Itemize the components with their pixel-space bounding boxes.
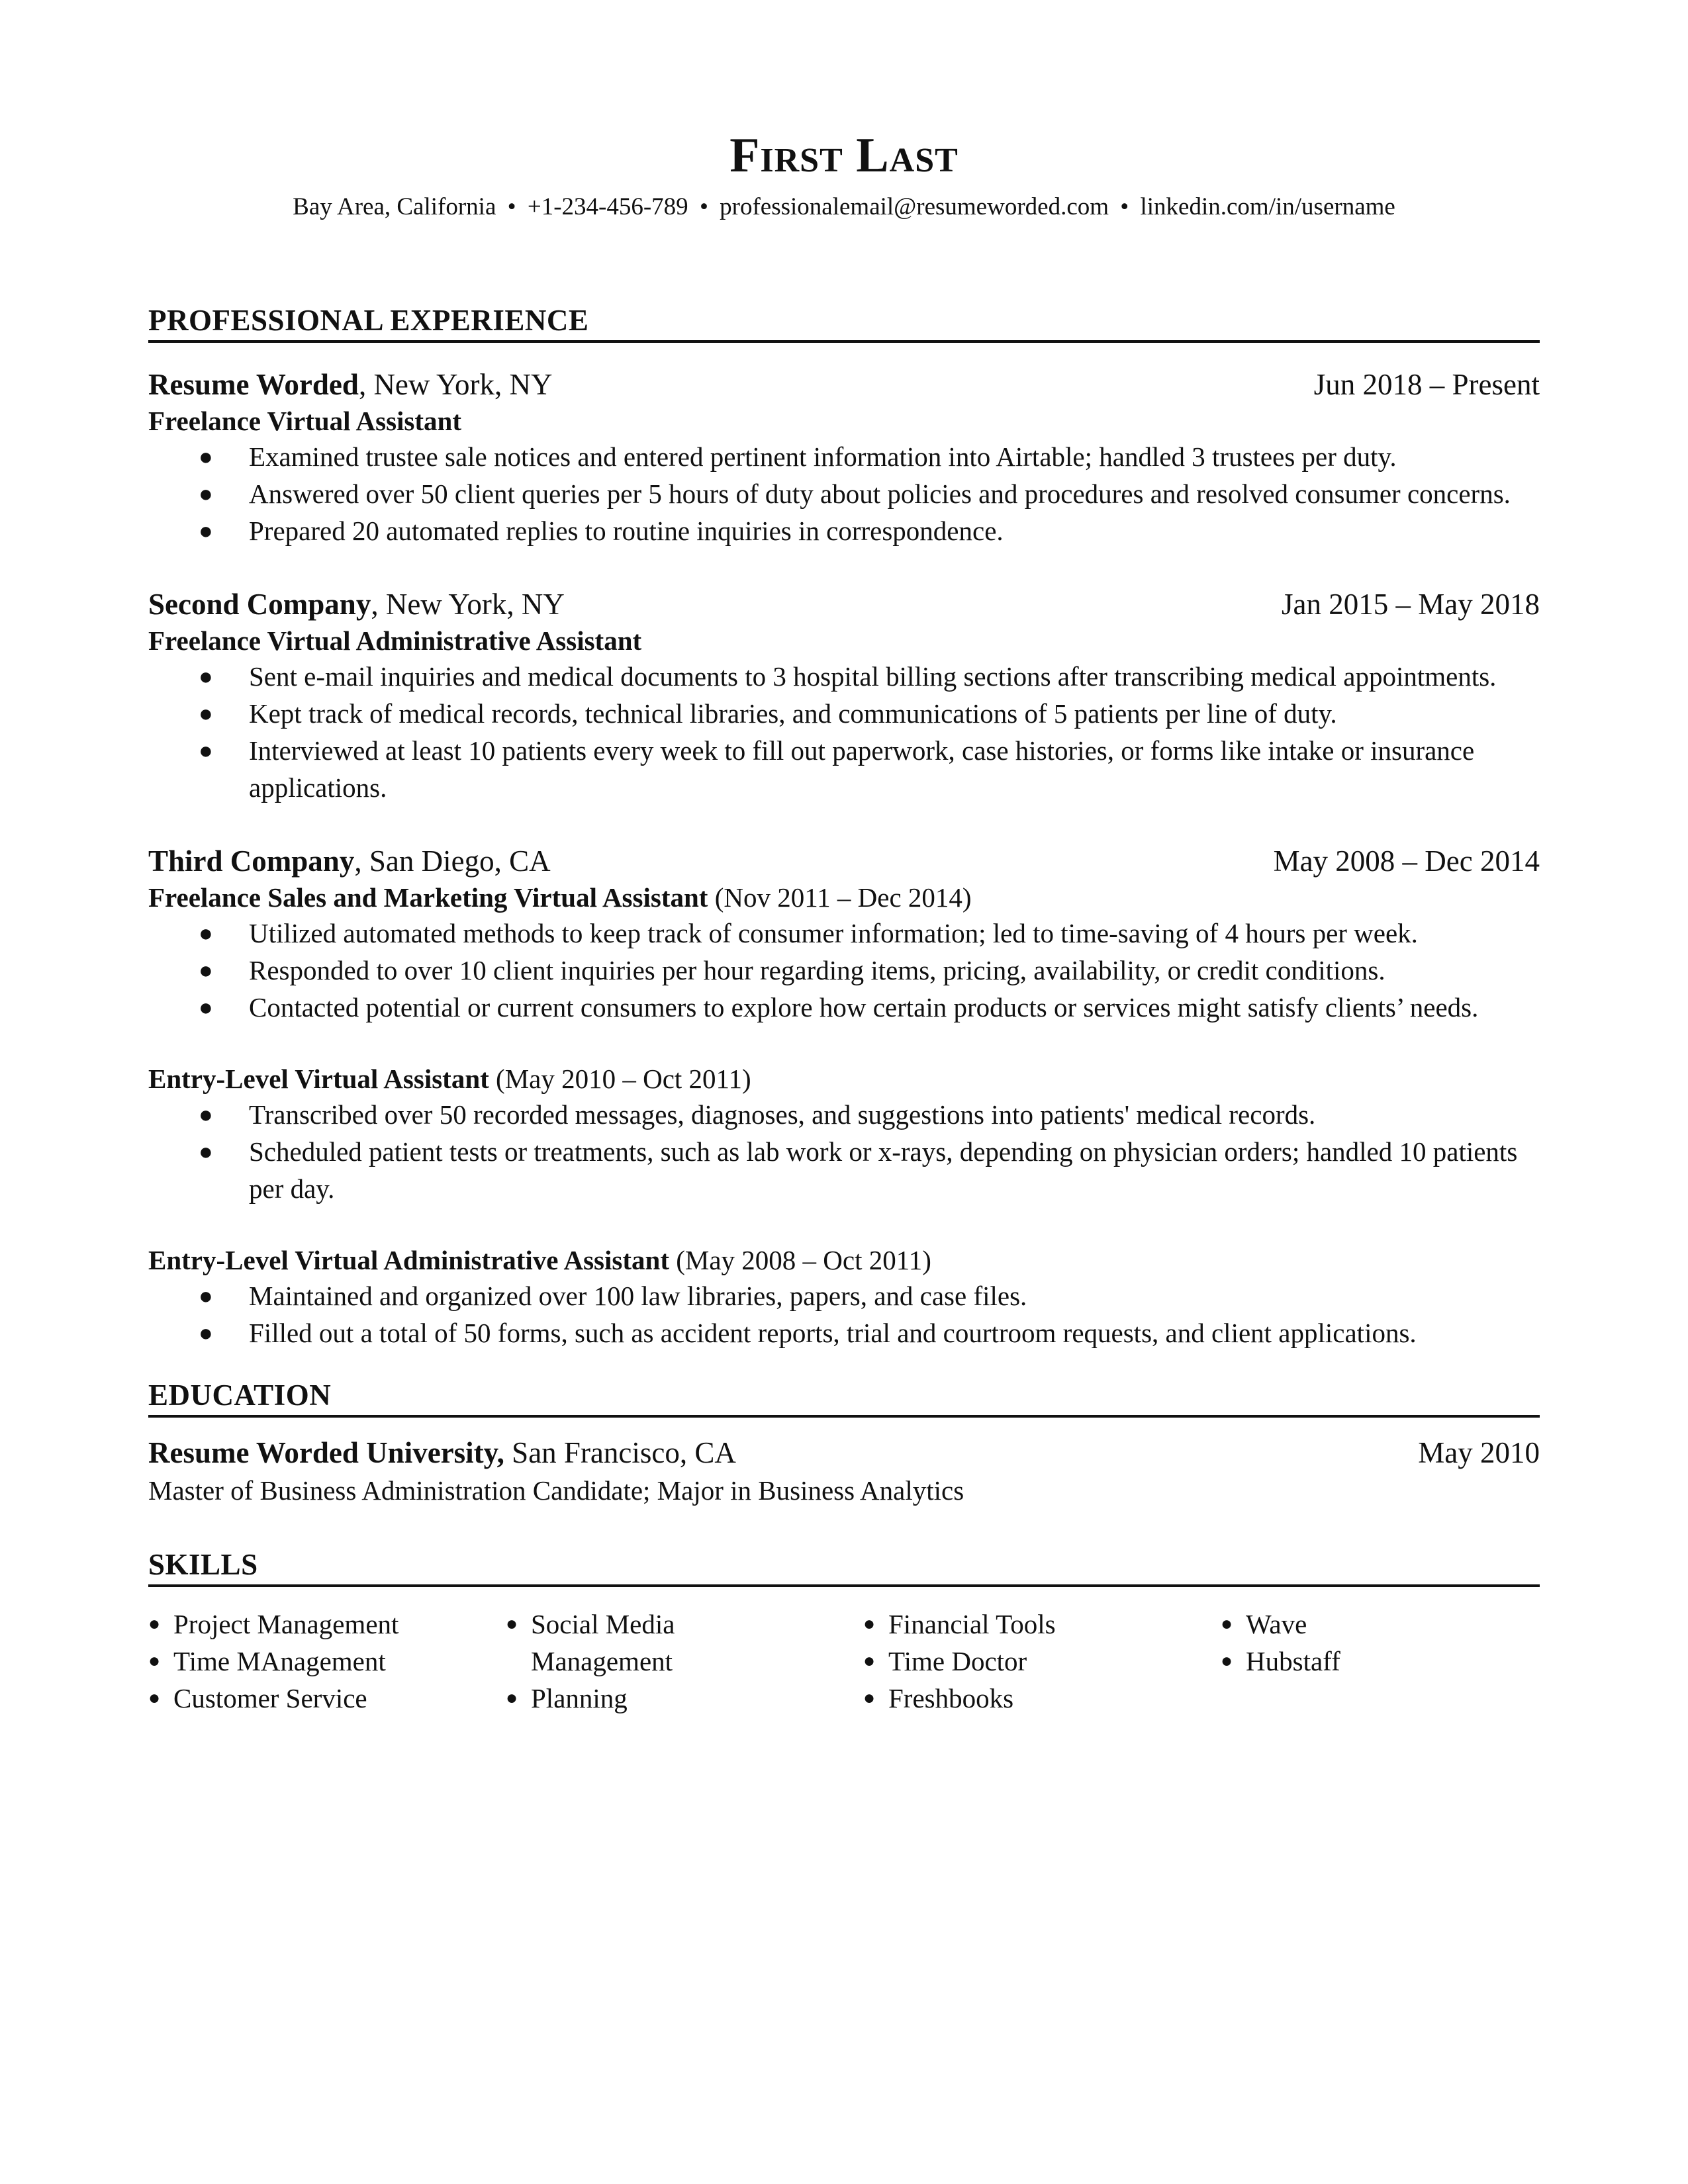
contact-email: professionalemail@resumeworded.com — [720, 193, 1109, 220]
sub-role-bullets — [148, 1277, 1540, 1351]
bullet-item — [148, 989, 1540, 1026]
bullet-icon: ● — [1221, 1650, 1233, 1672]
bullet-text: Maintained and organized over 100 law libraries, papers, and case files. — [249, 1281, 1027, 1311]
bullet-icon: ● — [506, 1613, 518, 1635]
job-role: Freelance Virtual Administrative Assistant — [148, 625, 642, 656]
sub-role-bullets — [148, 1096, 1540, 1207]
bullet-item — [148, 1133, 1540, 1207]
sub-role-entry — [148, 1062, 1540, 1207]
bullet-text: Answered over 50 client queries per 5 hours of duty about policies and procedures and resolved consumer concerns. — [249, 478, 1511, 509]
school-name: Resume Worded University, — [148, 1436, 504, 1469]
sub-role-dates: (May 2010 – Oct 2011) — [489, 1064, 751, 1094]
skill-item — [148, 1643, 506, 1680]
bullet-icon: ● — [148, 1650, 161, 1672]
job-role-line — [148, 880, 1540, 915]
skill-text: Project Management — [173, 1609, 399, 1639]
skills-column — [1221, 1606, 1540, 1717]
bullet-icon: ● — [199, 1101, 213, 1128]
bullet-text: Prepared 20 automated replies to routine inquiries in correspondence. — [249, 516, 1004, 546]
skill-item — [863, 1606, 1221, 1643]
bullet-icon: ● — [199, 737, 213, 764]
contact-phone: +1-234-456-789 — [527, 193, 688, 220]
bullet-item — [148, 695, 1540, 732]
bullet-item — [148, 1314, 1540, 1351]
job-bullets — [148, 658, 1540, 806]
bullet-text: Examined trustee sale notices and entered pertinent information into Airtable; handled 3 trustees per duty. — [249, 441, 1397, 472]
company-name-line — [148, 842, 551, 880]
bullet-text: Contacted potential or current consumers to explore how certain products or services might satisfy clients’ needs. — [249, 992, 1479, 1023]
bullet-icon: ● — [199, 700, 213, 727]
job-role: Freelance Virtual Assistant — [148, 406, 461, 436]
job-dates: Jan 2015 – May 2018 — [1282, 588, 1540, 621]
contact-separator: • — [1120, 193, 1129, 220]
job-bullets — [148, 915, 1540, 1026]
company-name-line — [148, 585, 565, 623]
bullet-icon: ● — [863, 1687, 876, 1709]
company-location: , New York, NY — [358, 368, 553, 401]
degree-text: Master of Business Administration Candidate; Major in Business Analytics — [148, 1475, 964, 1506]
bullet-text: Interviewed at least 10 patients every week to fill out paperwork, case histories, or forms like intake or insurance applications. — [249, 735, 1475, 803]
sub-role-title: Entry-Level Virtual Administrative Assistant — [148, 1245, 669, 1275]
bullet-icon: ● — [199, 663, 213, 690]
bullet-text: Filled out a total of 50 forms, such as accident reports, trial and courtroom requests, and client applications. — [249, 1318, 1417, 1348]
bullet-icon: ● — [863, 1650, 876, 1672]
bullet-text: Kept track of medical records, technical libraries, and communications of 5 patients per line of duty. — [249, 698, 1337, 729]
job-dates: Jun 2018 – Present — [1313, 368, 1540, 401]
job-dates: May 2008 – Dec 2014 — [1273, 844, 1540, 878]
bullet-icon: ● — [148, 1613, 161, 1635]
sub-role-line — [148, 1062, 1540, 1096]
bullet-text: Responded to over 10 client inquiries per hour regarding items, pricing, availability, or credit conditions. — [249, 955, 1385, 985]
bullet-icon: ● — [506, 1687, 518, 1709]
section-title-education: EDUCATION — [148, 1377, 1540, 1418]
job-header — [148, 842, 1540, 880]
skill-item — [506, 1606, 729, 1680]
skill-text: Time MAnagement — [173, 1646, 386, 1676]
skill-item — [506, 1680, 863, 1717]
bullet-text: Transcribed over 50 recorded messages, diagnoses, and suggestions into patients' medical records. — [249, 1099, 1316, 1130]
company-name: Second Company — [148, 588, 371, 621]
skills-column — [506, 1606, 863, 1717]
job-role-line — [148, 623, 1540, 658]
contact-linkedin: linkedin.com/in/username — [1140, 193, 1395, 220]
skills-grid — [148, 1606, 1540, 1717]
skill-item — [1221, 1606, 1540, 1643]
candidate-name: First Last — [729, 128, 959, 183]
sub-role-dates: (May 2008 – Oct 2011) — [669, 1245, 931, 1275]
bullet-icon: ● — [199, 1320, 213, 1346]
job-header — [148, 585, 1540, 623]
company-location: , San Diego, CA — [354, 844, 551, 878]
contact-line — [148, 191, 1540, 224]
contact-location: Bay Area, California — [293, 193, 496, 220]
bullet-item — [148, 732, 1540, 806]
job-entry — [148, 365, 1540, 549]
skill-item — [148, 1606, 506, 1643]
skill-text: Planning — [531, 1683, 628, 1713]
sub-role-line — [148, 1243, 1540, 1277]
skill-text: Time Doctor — [888, 1646, 1027, 1676]
company-name-line — [148, 365, 552, 404]
resume-header — [148, 126, 1540, 224]
school-line — [148, 1433, 736, 1472]
sub-role-title: Entry-Level Virtual Assistant — [148, 1064, 489, 1094]
bullet-item — [148, 438, 1540, 475]
bullet-text: Utilized automated methods to keep track of consumer information; led to time-saving of 4 hours per week. — [249, 918, 1418, 948]
job-entry — [148, 842, 1540, 1351]
bullet-text: Scheduled patient tests or treatments, such as lab work or x-rays, depending on physician orders; handled 10 patients per day. — [249, 1136, 1518, 1204]
school-location: San Francisco, CA — [504, 1436, 736, 1469]
skill-text: Freshbooks — [888, 1683, 1014, 1713]
company-name: Third Company — [148, 844, 355, 878]
job-bullets — [148, 438, 1540, 549]
bullet-item — [148, 1096, 1540, 1133]
bullet-icon: ● — [148, 1687, 161, 1709]
company-name: Resume Worded — [148, 368, 359, 401]
bullet-icon: ● — [199, 920, 213, 946]
skill-text: Hubstaff — [1246, 1646, 1340, 1676]
education-date: May 2010 — [1418, 1436, 1540, 1469]
skill-text: Wave — [1246, 1609, 1307, 1639]
skill-text: Social Media Management — [531, 1609, 675, 1676]
bullet-icon: ● — [199, 1283, 213, 1309]
bullet-icon: ● — [199, 480, 213, 507]
resume-page — [148, 126, 1540, 1717]
skill-item — [148, 1680, 506, 1717]
bullet-icon: ● — [199, 957, 213, 983]
education-entry — [148, 1433, 1540, 1509]
skills-column — [148, 1606, 506, 1717]
skill-item — [863, 1680, 1221, 1717]
skills-column — [863, 1606, 1221, 1717]
job-entry — [148, 585, 1540, 806]
job-header — [148, 365, 1540, 404]
skill-item — [1221, 1643, 1540, 1680]
bullet-item — [148, 512, 1540, 549]
bullet-item — [148, 475, 1540, 512]
job-role-line — [148, 404, 1540, 438]
bullet-icon: ● — [1221, 1613, 1233, 1635]
bullet-icon: ● — [199, 443, 213, 470]
bullet-item — [148, 915, 1540, 952]
job-role-dates: (Nov 2011 – Dec 2014) — [708, 882, 972, 913]
skill-text: Financial Tools — [888, 1609, 1056, 1639]
bullet-icon: ● — [199, 1138, 213, 1165]
bullet-icon: ● — [199, 994, 213, 1021]
bullet-item — [148, 952, 1540, 989]
job-role: Freelance Sales and Marketing Virtual Assistant — [148, 882, 708, 913]
education-header — [148, 1433, 1540, 1472]
company-location: , New York, NY — [371, 588, 565, 621]
contact-separator: • — [699, 193, 708, 220]
skill-text: Customer Service — [173, 1683, 367, 1713]
bullet-item — [148, 1277, 1540, 1314]
skill-item — [863, 1643, 1221, 1680]
bullet-text: Sent e-mail inquiries and medical documents to 3 hospital billing sections after transcribing medical appointments. — [249, 661, 1497, 692]
sub-role-entry — [148, 1243, 1540, 1351]
contact-separator: • — [507, 193, 516, 220]
section-title-experience: PROFESSIONAL EXPERIENCE — [148, 302, 1540, 343]
bullet-icon: ● — [863, 1613, 876, 1635]
bullet-icon: ● — [199, 518, 213, 544]
bullet-item — [148, 658, 1540, 695]
section-title-skills: SKILLS — [148, 1546, 1540, 1587]
